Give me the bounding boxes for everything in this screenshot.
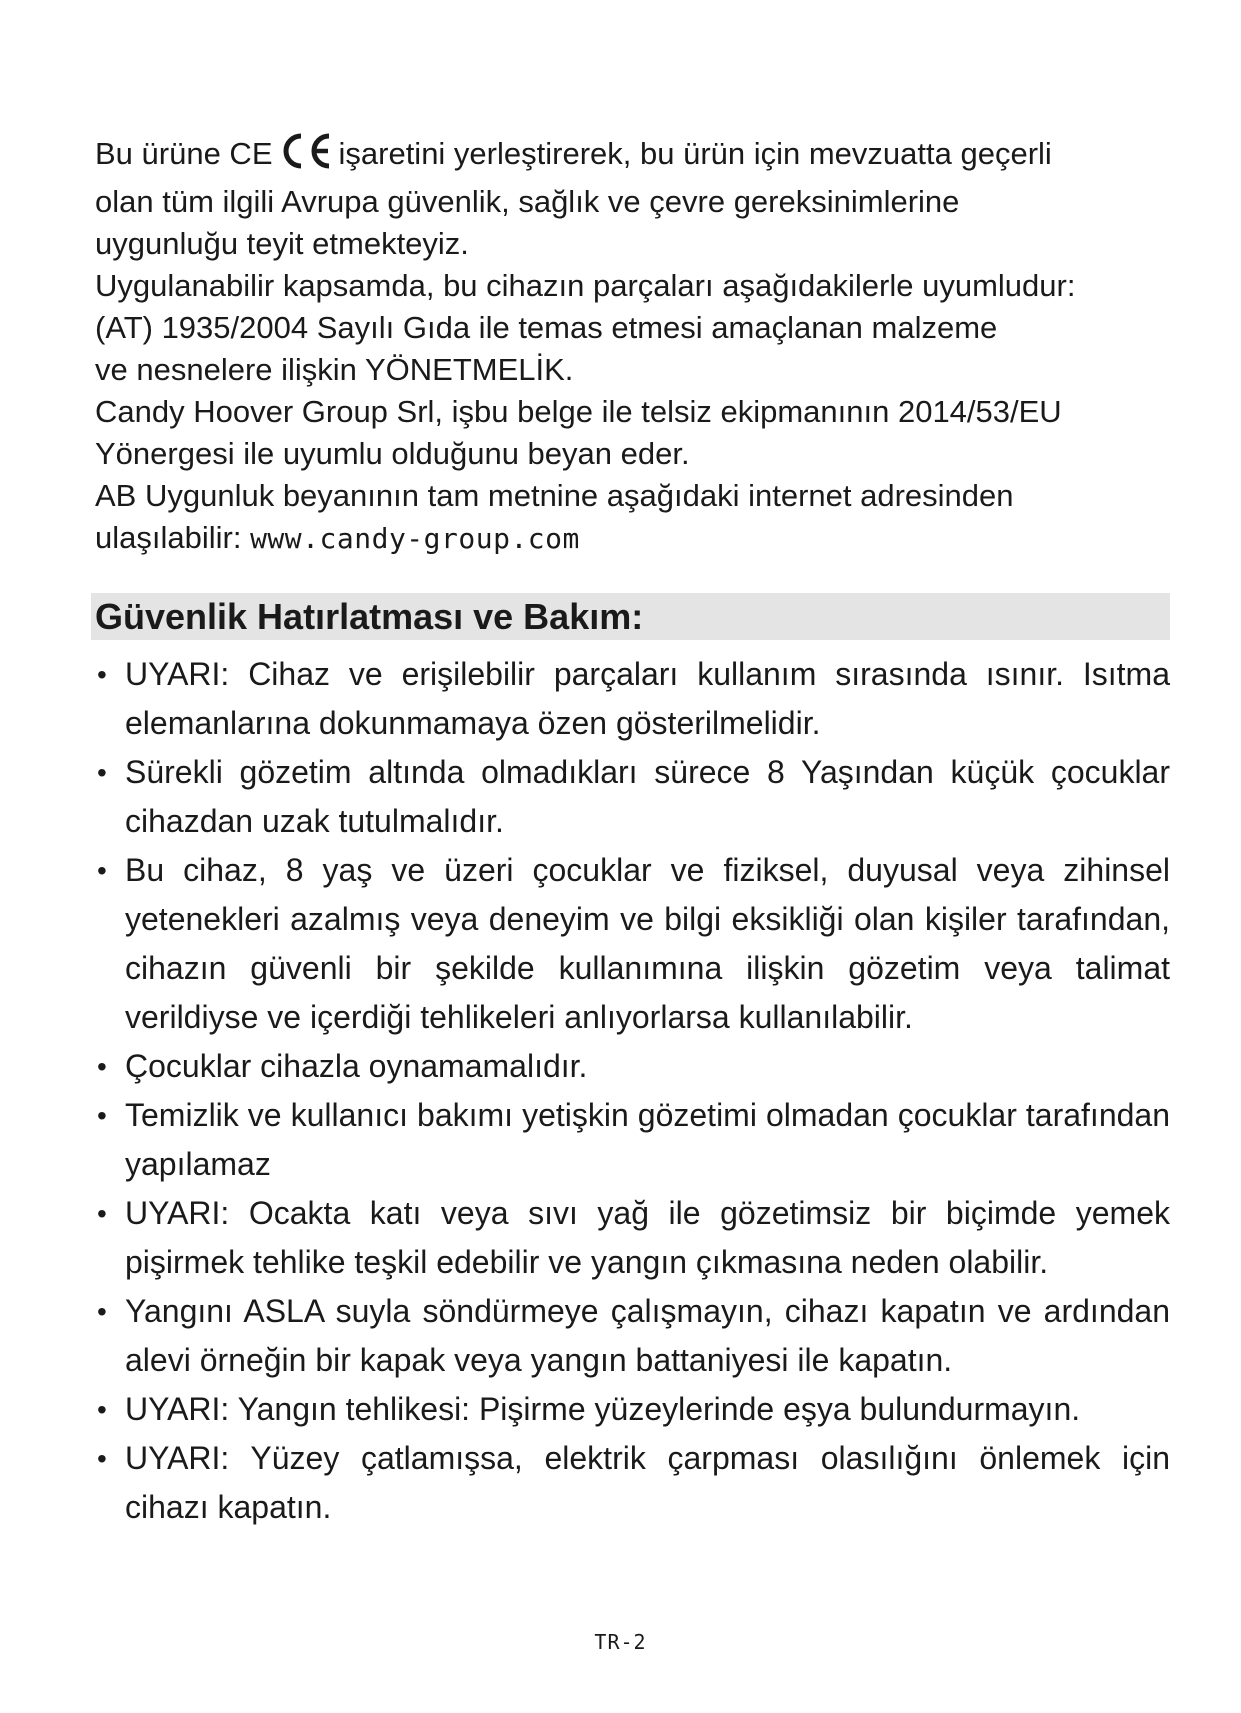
bullet-icon: • [97,855,107,886]
list-item [95,1287,1170,1385]
page-number: TR-2 [594,1630,647,1654]
list-item-text: Sürekli gözetim altında olmadıkları sürece 8 Yaşından küçük çocuklar cihazdan uzak tutulmalıdır. [125,754,1170,839]
bullet-icon: • [97,659,107,690]
list-item [95,1434,1170,1532]
list-item-text: Bu cihaz, 8 yaş ve üzeri çocuklar ve fiziksel, duyusal veya zihinsel yetenekleri azalmış veya deneyim ve bilgi eksikliği olan kişiler tarafından, cihazın güvenli bir şekilde kullanımına ilişkin gözetim veya talimat verildiyse ve içerdiği tehlikeleri anlıyorlarsa kullanılabilir. [125,852,1170,1035]
intro-line-2: olan tüm ilgili Avrupa güvenlik, sağlık ve çevre gereksinimlerine [95,184,960,219]
website-link[interactable]: www.candy-group.com [250,522,580,555]
intro-line-1-end: işaretini yerleştirerek, bu ürün için mevzuatta geçerli [338,136,1052,171]
bullet-icon: • [97,1051,107,1082]
bullet-icon: • [97,1198,107,1229]
intro-block [95,132,1175,560]
bullet-icon: • [97,1394,107,1425]
list-item-text: Çocuklar cihazla oynamamalıdır. [125,1048,588,1084]
intro-line-1 [95,132,1175,181]
bullet-icon: • [97,757,107,788]
list-item-text: Yangını ASLA suyla söndürmeye çalışmayın, cihazı kapatın ve ardından alevi örneğin bir kapak veya yangın battaniyesi ile kapatın. [125,1293,1170,1378]
section-heading: Güvenlik Hatırlatması ve Bakım: [91,593,1170,640]
list-item-text: Temizlik ve kullanıcı bakımı yetişkin gözetimi olmadan çocuklar tarafından yapılamaz [125,1097,1170,1182]
list-item [95,1091,1170,1189]
intro-line-1-start: Bu ürüne CE [95,136,273,171]
intro-line-4: Uygulanabilir kapsamda, bu cihazın parçaları aşağıdakilerle uyumludur: [95,268,1076,303]
intro-line-8: Yönergesi ile uyumlu olduğunu beyan eder. [95,436,690,471]
intro-line-7: Candy Hoover Group Srl, işbu belge ile telsiz ekipmanının 2014/53/EU [95,394,1062,429]
intro-line-5: (AT) 1935/2004 Sayılı Gıda ile temas etmesi amaçlanan malzeme [95,310,998,345]
safety-bullet-list [95,650,1170,1532]
list-item [95,846,1170,1042]
list-item [95,1042,1170,1091]
intro-line-9: AB Uygunluk beyanının tam metnine aşağıdaki internet adresinden [95,478,1014,513]
url-prefix: ulaşılabilir: [95,520,242,555]
intro-line-3: uygunluğu teyit etmekteyiz. [95,226,469,261]
list-item [95,1385,1170,1434]
list-item-text: UYARI: Ocakta katı veya sıvı yağ ile gözetimsiz bir biçimde yemek pişirmek tehlike teşkil edebilir ve yangın çıkmasına neden olabilir. [125,1195,1170,1280]
list-item-text: UYARI: Cihaz ve erişilebilir parçaları kullanım sırasında ısınır. Isıtma elemanlarına dokunmamaya özen gösterilmelidir. [125,656,1170,741]
list-item-text: UYARI: Yüzey çatlamışsa, elektrik çarpması olasılığını önlemek için cihazı kapatın. [125,1440,1170,1525]
bullet-icon: • [97,1443,107,1474]
list-item [95,650,1170,748]
list-item [95,1189,1170,1287]
intro-line-6: ve nesnelere ilişkin YÖNETMELİK. [95,352,574,387]
bullet-icon: • [97,1100,107,1131]
bullet-icon: • [97,1296,107,1327]
list-item [95,748,1170,846]
list-item-text: UYARI: Yangın tehlikesi: Pişirme yüzeylerinde eşya bulundurmayın. [125,1391,1081,1427]
intro-line-10 [95,517,1175,560]
ce-mark-icon [277,132,335,181]
